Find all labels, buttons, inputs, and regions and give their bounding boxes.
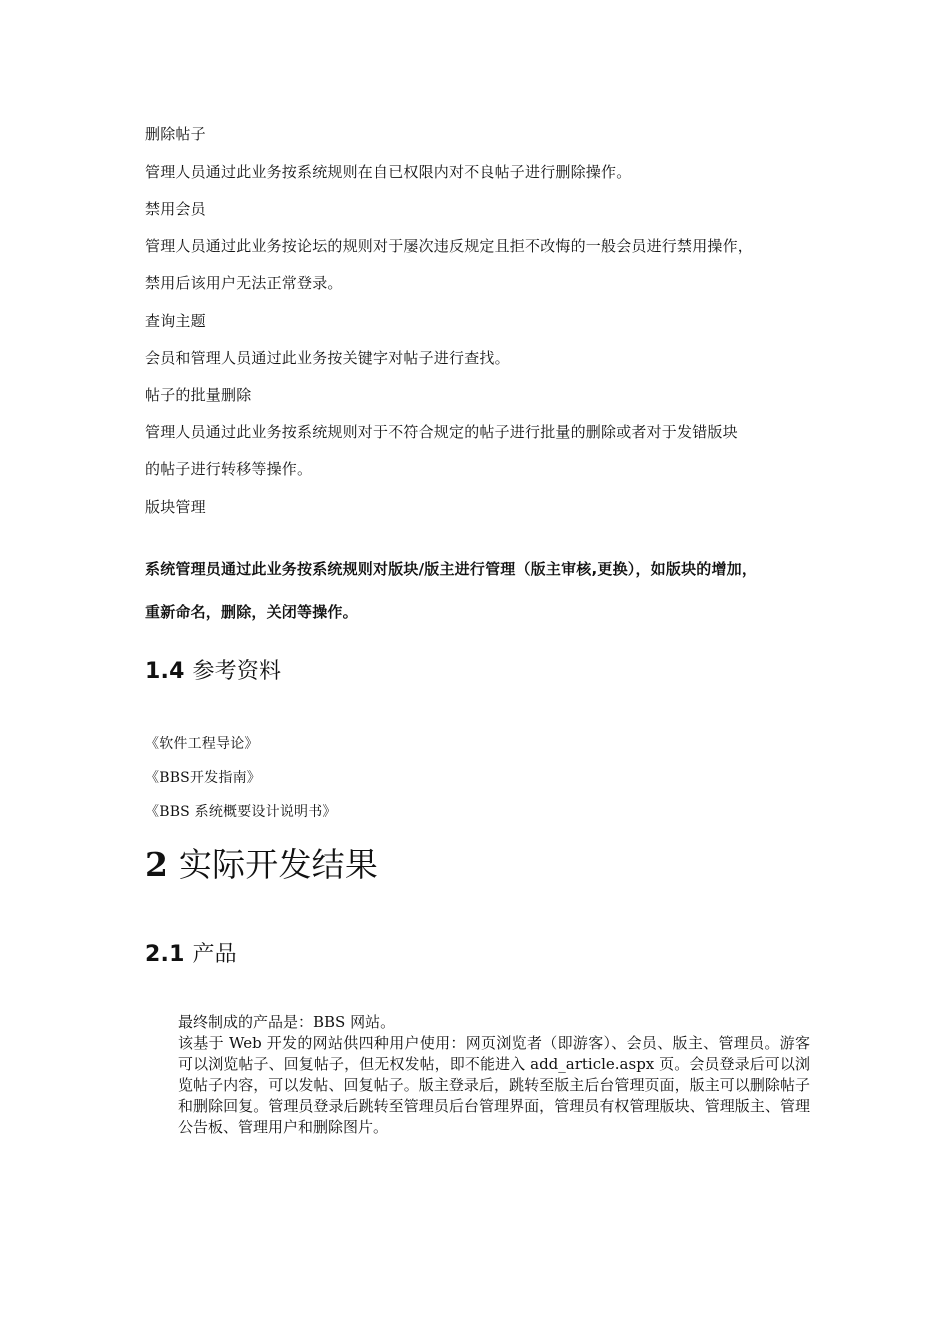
- section-number: 2.1: [145, 942, 185, 967]
- item-desc-ban-member-line1: 管理人员通过此业务按论坛的规则对于屡次违反规定且拒不改悔的一般会员进行禁用操作，: [145, 237, 754, 255]
- item-desc-batch-delete-line2: 的帖子进行转移等操作。: [145, 460, 313, 478]
- section-title: 参考资料: [192, 659, 282, 684]
- product-paragraph-1: 最终制成的产品是：BBS 网站。: [178, 1013, 396, 1031]
- reference-item-2: 《BBS开发指南》: [145, 770, 261, 786]
- product-paragraph-2: 该基于 Web 开发的网站供四种用户使用：网页浏览者（即游客）、会员、版主、管理员。游客可以浏览帖子、回复帖子，但无权发帖，即不能进入 add_article.aspx 页。会员登录后可以浏览帖子内容，可以发帖、回复帖子。版主登录后，跳转至版主后台管理页面，版主可以删除帖子和删除回复。管理员登录后跳转至管理员后台管理界面，管理员有权管理版块、管理版主、管理公告板、管理用户和删除图片。: [178, 1034, 810, 1136]
- section-heading-1-4: [145, 658, 281, 686]
- section-number: 1.4: [145, 659, 185, 684]
- item-title-delete-post: 删除帖子: [145, 125, 206, 143]
- chapter-number: 2: [145, 845, 169, 884]
- chapter-title: 实际开发结果: [178, 845, 379, 884]
- chapter-heading-2: [145, 845, 378, 885]
- item-desc-ban-member-line2: 禁用后该用户无法正常登录。: [145, 274, 343, 292]
- section-heading-2-1: [145, 941, 237, 969]
- item-desc-board-manage-line2: 重新命名，删除，关闭等操作。: [145, 603, 358, 621]
- section-title: 产品: [192, 942, 237, 967]
- item-title-board-manage: 版块管理: [145, 498, 206, 516]
- item-desc-delete-post: 管理人员通过此业务按系统规则在自已权限内对不良帖子进行删除操作。: [145, 163, 632, 181]
- product-description: [178, 1012, 810, 1138]
- item-title-batch-delete: 帖子的批量删除: [145, 386, 252, 404]
- reference-item-3: 《BBS 系统概要设计说明书》: [145, 804, 337, 820]
- item-title-ban-member: 禁用会员: [145, 200, 206, 218]
- item-desc-search-topic: 会员和管理人员通过此业务按关键字对帖子进行查找。: [145, 349, 510, 367]
- item-desc-board-manage-line1: 系统管理员通过此业务按系统规则对版块/版主进行管理（版主审核,更换），如版块的增加，: [145, 560, 758, 578]
- item-desc-batch-delete-line1: 管理人员通过此业务按系统规则对于不符合规定的帖子进行批量的删除或者对于发错版块: [145, 423, 738, 441]
- item-title-search-topic: 查询主题: [145, 312, 206, 330]
- reference-item-1: 《软件工程导论》: [145, 736, 259, 752]
